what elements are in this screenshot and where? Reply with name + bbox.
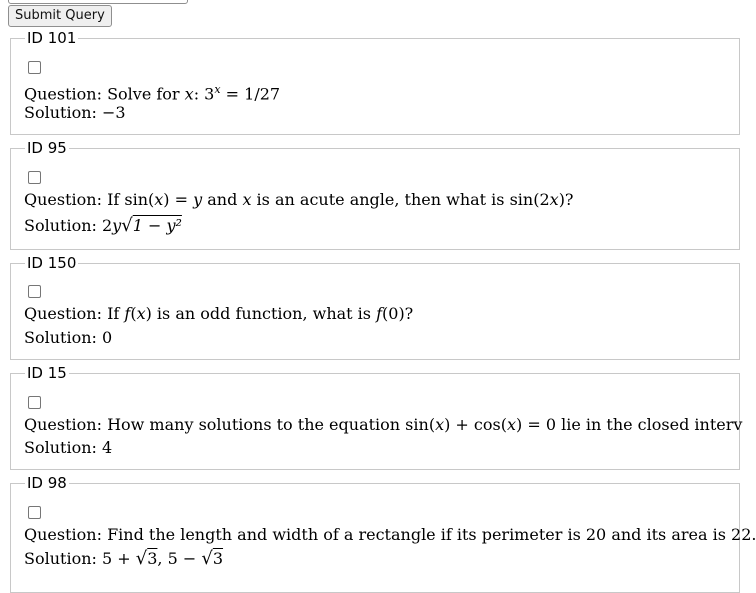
record-card-98: [10, 474, 756, 593]
record-id-label: ID 15: [27, 364, 67, 382]
question-text: Question: If f(x) is an odd function, what is f(0)?: [24, 304, 414, 323]
query-input[interactable]: [8, 0, 188, 4]
question-text: Question: How many solutions to the equation sin(x) + cos(x) = 0 lie in the closed interv: [24, 415, 743, 434]
form-toolbar: [0, 0, 711, 30]
solution-text: Solution: 4: [24, 438, 113, 457]
record-select-checkbox[interactable]: [28, 285, 41, 298]
question-text: Question: Solve for x: $3^x = 1/27$: [24, 83, 281, 104]
question-text: Question: If sin(x) = y and x is an acute angle, then what is sin(2x)?: [24, 190, 574, 209]
record-id-label: ID 101: [27, 29, 77, 47]
submit-query-button[interactable]: Submit Query: [8, 5, 112, 27]
solution-text: Solution: 0: [24, 328, 113, 347]
solution-text: Solution: −3: [24, 103, 126, 122]
record-select-checkbox[interactable]: [28, 61, 41, 74]
record-id-label: ID 98: [27, 474, 67, 492]
record-card-101: [10, 29, 740, 135]
record-select-checkbox[interactable]: [28, 396, 41, 409]
record-card-95: [10, 139, 740, 250]
record-card-15: [10, 364, 743, 470]
record-select-checkbox[interactable]: [28, 506, 41, 519]
question-text: Question: Find the length and width of a rectangle if its perimeter is 20 and its area is 22.: [24, 525, 756, 544]
solution-text: Solution: 2y√1 − y²: [24, 215, 182, 236]
record-id-label: ID 95: [27, 139, 67, 157]
record-id-label: ID 150: [27, 254, 77, 272]
record-card-150: [10, 254, 740, 360]
solution-text: Solution: 5 + √3, 5 − √3: [24, 548, 224, 569]
record-select-checkbox[interactable]: [28, 171, 41, 184]
